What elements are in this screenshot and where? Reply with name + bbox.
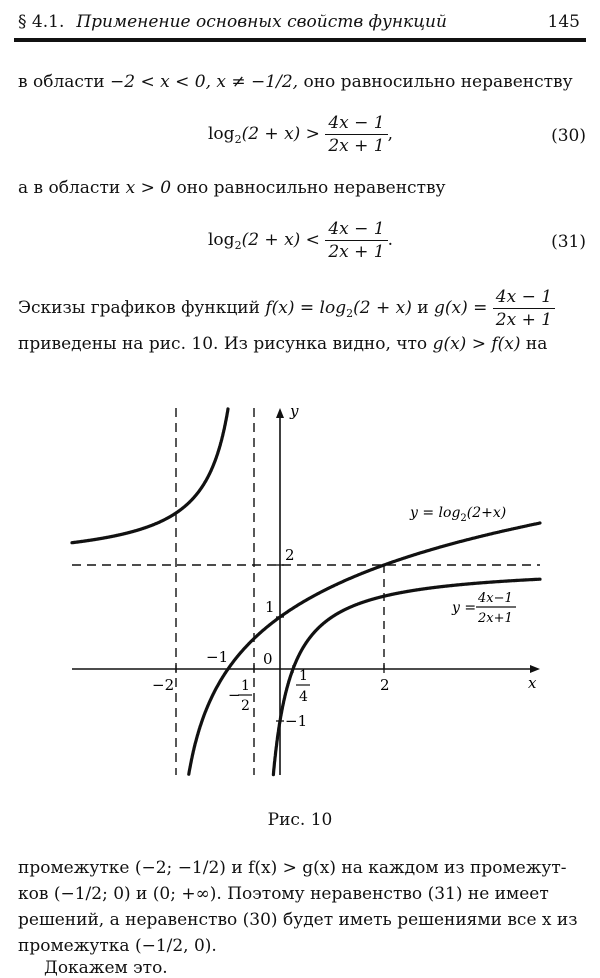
f-curve-label [409,505,506,524]
formula-30-den: 2x + 1 [328,136,385,156]
g-fraction-den: 2x + 1 [495,310,553,330]
tick-label-x-2: 2 [380,676,390,694]
page-header [14,8,586,42]
text-line-4-pre: приведены на рис. 10. Из рисунка видно, что [18,334,433,354]
rational-curve-right-branch [273,579,540,774]
tick-label-neg-half-sign: − [228,686,241,704]
formula-30-arg: (2 + x) > [241,124,320,144]
rational-curve-left-branch [72,409,228,543]
tick-label-x-neg1: −1 [206,648,229,666]
formula-31-den: 2x + 1 [328,242,385,262]
f-curve-label-base: 2 [460,513,467,524]
formula-31-arg: (2 + x) < [241,230,320,250]
text-line-2-pre: а в области [18,178,126,198]
g-fraction-num: 4x − 1 [493,286,555,309]
formula-31-num: 4x − 1 [325,218,387,241]
text-line-4-math: g(x) > f(x) [432,334,521,354]
g-curve-label-pre: y = [452,600,477,616]
text-line-4 [18,334,547,354]
text-line-1-math: −2 < x < 0, x ≠ −1/2, [110,72,299,92]
f-curve-label-post: (2+x) [466,505,507,521]
paragraph-line-5: Докажем это. [44,958,168,978]
formula-31-tail: . [387,230,394,250]
text-line-3-f: f(x) = log [265,298,347,318]
text-line-3-g: g(x) = [433,298,488,318]
y-axis-arrow [276,408,284,418]
formula-30 [208,112,393,157]
tick-label-y-neg1: −1 [285,712,308,730]
tick-label-quarter-num: 1 [299,668,308,684]
formula-31-log: log [208,230,235,250]
figure-caption: Рис. 10 [267,810,333,830]
running-head [18,12,447,32]
formula-30-num: 4x − 1 [325,112,387,135]
formula-30-log: log [208,124,235,144]
paragraph-line-1: промежутке (−2; −1/2) и f(x) > g(x) на каждом из промежут- [18,858,567,878]
equation-number-30: (30) [551,126,586,146]
formula-30-fraction [325,112,387,157]
g-curve-label-den: 2x+1 [478,611,513,626]
equation-number-31: (31) [551,232,586,252]
text-line-4-post: на [520,334,548,354]
text-line-3-f2: (2 + x) [353,298,412,318]
text-line-3-base: 2 [346,307,354,320]
text-line-1-post: оно равносильно неравенству [298,72,573,92]
f-curve-label-pre: y = log [410,505,461,521]
page-number: 145 [547,12,580,32]
formula-30-tail: , [387,124,394,144]
paragraph-line-4: промежутка (−1/2, 0). [18,936,217,956]
g-fraction [493,286,555,331]
x-axis-label: x [528,674,537,692]
log-curve [189,523,540,774]
formula-31-fraction [325,218,387,263]
tick-label-neg-half-num: 1 [241,678,250,694]
y-axis-label: y [290,402,299,420]
text-line-2-post: оно равносильно неравенству [171,178,446,198]
text-line-3-mid: и [411,298,434,318]
g-curve-label-num: 4x−1 [478,591,513,606]
paragraph-line-3: решений, а неравенство (30) будет иметь решениями все x из [18,910,578,930]
text-line-3-pre: Эскизы графиков функций [18,298,266,318]
tick-label-x-neg2: −2 [152,676,175,694]
tick-label-y-2: 2 [285,546,295,564]
tick-label-x-0: 0 [263,650,273,668]
text-line-3 [18,286,555,331]
tick-label-y-1: 1 [265,598,275,616]
text-line-1-pre: в области [18,72,111,92]
section-number: § 4.1. [18,12,65,32]
x-axis-arrow [530,665,540,673]
formula-31-base: 2 [234,239,242,252]
formula-30-base: 2 [234,133,242,146]
labels-group [152,402,537,730]
tick-label-neg-half-den: 2 [241,698,250,714]
formula-31 [208,218,393,263]
text-line-1 [18,72,573,92]
figure-10-graph [0,390,600,800]
paragraph-line-2: ков (−1/2; 0) и (0; +∞). Поэтому неравенство (31) не имеет [18,884,549,904]
section-title: Применение основных свойств функций [76,12,447,32]
text-line-2 [18,178,446,198]
text-line-2-math: x > 0 [125,178,172,198]
tick-label-quarter-den: 4 [299,689,308,705]
